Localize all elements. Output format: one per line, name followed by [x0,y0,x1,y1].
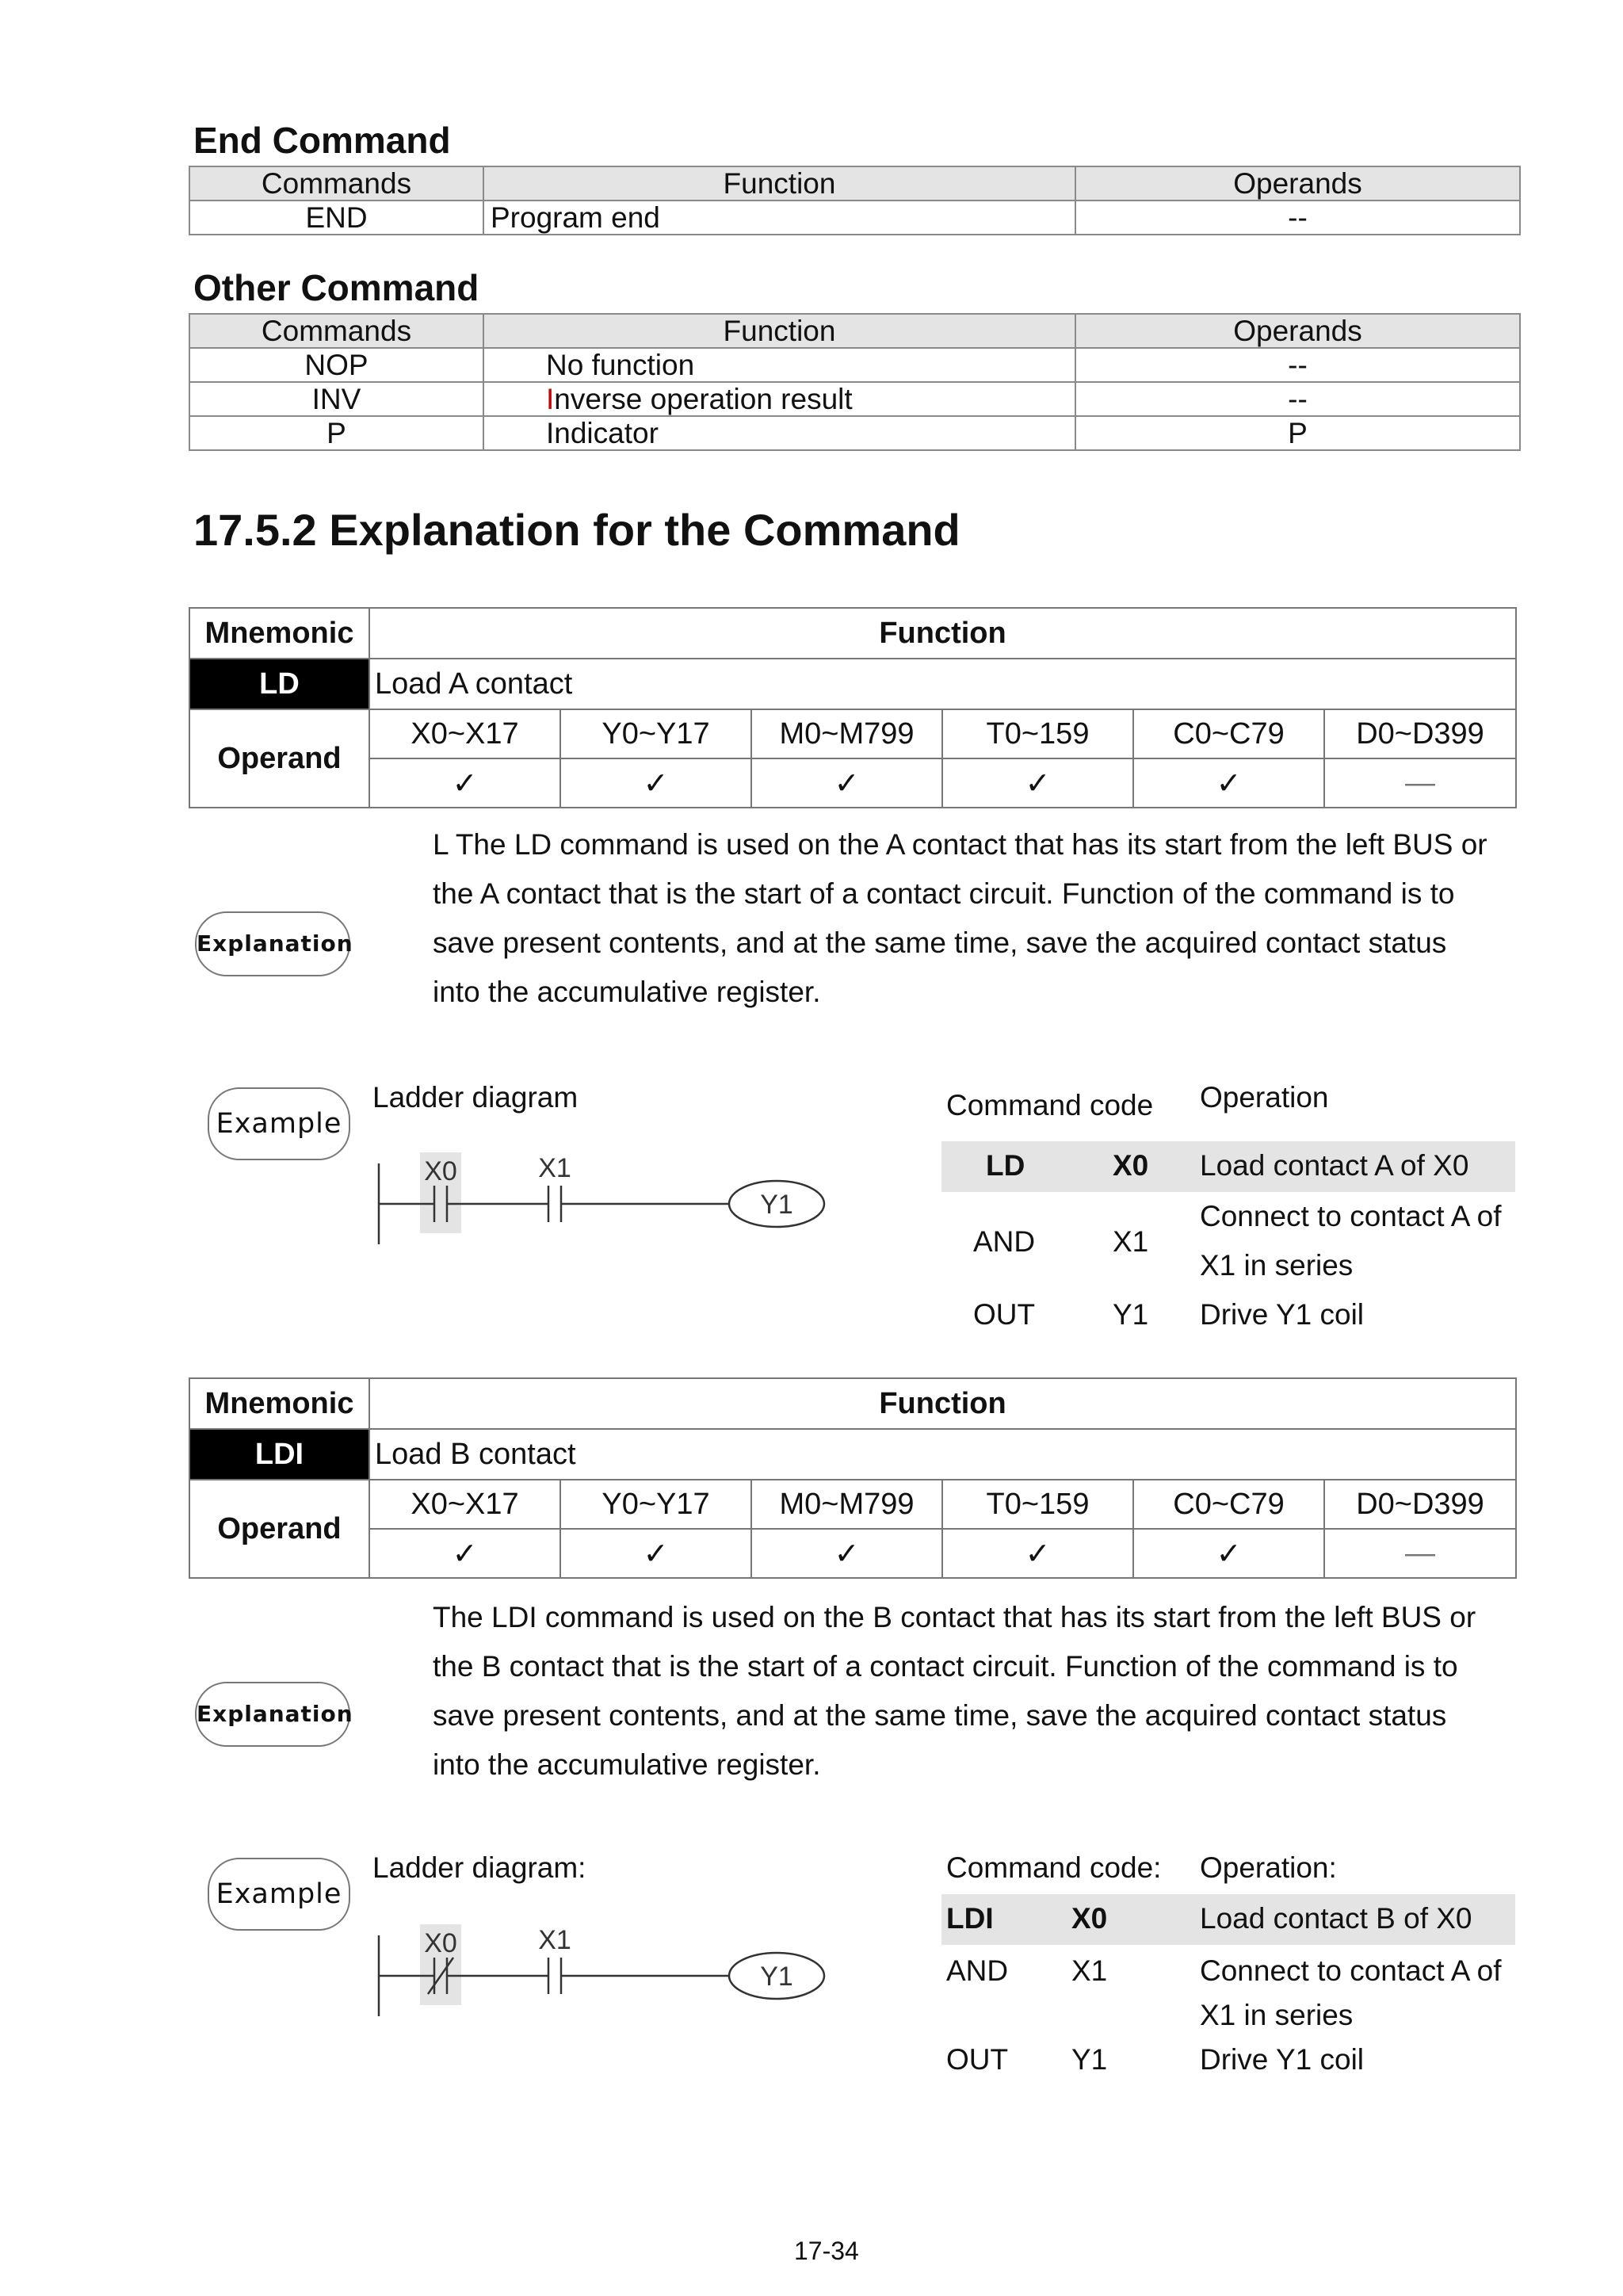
code-operation: Connect to contact A of [1200,1954,1502,1987]
explanation-line: into the accumulative register. [433,1748,821,1781]
check-mark: ✓ [560,758,751,808]
code-argument: Y1 [1071,2043,1108,2076]
check-mark: ✓ [369,1529,560,1578]
mnemonic-value: LDI [189,1429,369,1480]
header-operands: Operands [1075,314,1520,348]
explanation-line: L The LD command is used on the A contact that has its start from the left BUS or [433,828,1487,861]
explanation-line: the B contact that is the start of a contact circuit. Function of the command is to [433,1650,1458,1683]
header-commands: Commands [189,166,483,201]
dash-mark: — [1324,758,1516,808]
operand-m: M0~M799 [751,709,942,758]
check-mark: ✓ [560,1529,751,1578]
check-mark: ✓ [751,1529,942,1578]
operand-label: Operand [189,709,369,808]
explanation-badge: Explanation [195,1682,350,1747]
code-command: LD [986,1149,1025,1182]
operand-mark-row [189,1529,1516,1578]
table-header-row [189,166,1520,201]
other-command-title: Other Command [193,267,479,308]
operands-cell: -- [1075,348,1520,382]
other-command-table [189,313,1521,451]
section-heading: 17.5.2 Explanation for the Command [193,505,960,555]
function-cell: Program end [483,201,1075,235]
check-mark: ✓ [942,758,1133,808]
function-first-letter: I [546,383,555,415]
operand-t: T0~159 [942,1480,1133,1529]
command-cell: INV [189,382,483,416]
operand-row [189,1480,1516,1529]
check-mark: ✓ [942,1529,1133,1578]
function-text: nverse operation result [554,383,853,415]
code-command: AND [973,1225,1036,1258]
operation-header: Operation [1200,1081,1329,1114]
command-cell: P [189,416,483,450]
function-cell [483,348,1075,382]
function-cell [483,382,1075,416]
header-commands: Commands [189,314,483,348]
operand-label: Operand [189,1480,369,1578]
header-operands: Operands [1075,166,1520,201]
code-operation: X1 in series [1200,1999,1354,2031]
code-operation: Load contact A of X0 [1200,1149,1469,1182]
explanation-line: into the accumulative register. [433,976,821,1008]
table-row [189,382,1520,416]
check-mark: ✓ [369,758,560,808]
operand-c: C0~C79 [1133,709,1324,758]
operand-c: C0~C79 [1133,1480,1324,1529]
operand-t: T0~159 [942,709,1133,758]
explanation-badge: Explanation [195,911,350,976]
code-operation: Drive Y1 coil [1200,2043,1365,2076]
operands-cell: -- [1075,382,1520,416]
mnemonic-row [189,659,1516,709]
explanation-line: the A contact that is the start of a contact circuit. Function of the command is to [433,877,1455,910]
example-badge: Example [208,1858,350,1931]
mnemonic-row [189,1429,1516,1480]
operands-cell: -- [1075,201,1520,235]
code-argument: X0 [1071,1902,1108,1935]
operand-m: M0~M799 [751,1480,942,1529]
function-label: Function [369,1378,1516,1429]
operand-y: Y0~Y17 [560,709,751,758]
code-argument: X0 [1113,1149,1149,1182]
header-function: Function [483,166,1075,201]
operand-d: D0~D399 [1324,1480,1516,1529]
mnemonic-label: Mnemonic [189,608,369,659]
code-operation: Connect to contact A of [1200,1200,1502,1232]
code-argument: X1 [1071,1954,1108,1987]
check-mark: ✓ [751,758,942,808]
operation-header: Operation: [1200,1851,1337,1884]
explanation-line: save present contents, and at the same time, save the acquired contact status [433,1699,1447,1732]
end-command-title: End Command [193,120,451,161]
operand-row [189,709,1516,758]
ld-mnemonic-table [189,607,1517,808]
function-value: Load A contact [369,659,1516,709]
code-argument: X1 [1113,1225,1149,1258]
check-mark: ✓ [1133,758,1324,808]
command-cell: END [189,201,483,235]
operand-d: D0~D399 [1324,709,1516,758]
table-row [189,201,1520,235]
code-command: OUT [973,1298,1036,1331]
code-operation: Drive Y1 coil [1200,1298,1365,1331]
coil-label: Y1 [760,1190,793,1220]
explanation-text [433,1593,1476,1790]
ladder-diagram-title: Ladder diagram [372,1081,579,1114]
code-command: LDI [946,1902,994,1935]
contact-label: X1 [538,1925,571,1955]
contact-label: X1 [538,1153,571,1183]
code-argument: Y1 [1113,1298,1149,1331]
explanation-line: save present contents, and at the same time, save the acquired contact status [433,926,1447,959]
coil-label: Y1 [760,1962,793,1992]
end-command-table [189,166,1521,235]
command-code-header: Command code [946,1089,1154,1121]
mnemonic-header-row [189,1378,1516,1429]
contact-label: X0 [424,1156,457,1186]
ladder-diagram [365,1910,840,2021]
table-header-row [189,314,1520,348]
table-row [189,416,1520,450]
function-text: No function [546,349,695,381]
command-code-header: Command code: [946,1851,1162,1884]
header-function: Function [483,314,1075,348]
function-text: Indicator [546,417,659,449]
code-operation: Load contact B of X0 [1200,1902,1472,1935]
example-badge: Example [208,1087,350,1160]
function-value: Load B contact [369,1429,1516,1480]
operand-x: X0~X17 [369,1480,560,1529]
code-operation: X1 in series [1200,1249,1354,1282]
operand-x: X0~X17 [369,709,560,758]
operand-y: Y0~Y17 [560,1480,751,1529]
function-cell [483,416,1075,450]
ladder-diagram [365,1141,840,1252]
code-command: AND [946,1954,1009,1987]
explanation-text [433,820,1487,1017]
mnemonic-header-row [189,608,1516,659]
check-mark: ✓ [1133,1529,1324,1578]
operand-mark-row [189,758,1516,808]
page-number: 17-34 [794,2237,859,2265]
contact-label: X0 [424,1928,457,1958]
code-command: OUT [946,2043,1009,2076]
command-cell: NOP [189,348,483,382]
ladder-diagram-title: Ladder diagram: [372,1851,586,1884]
table-row [189,348,1520,382]
mnemonic-value: LD [189,659,369,709]
operands-cell: P [1075,416,1520,450]
dash-mark: — [1324,1529,1516,1578]
ldi-mnemonic-table [189,1377,1517,1579]
function-label: Function [369,608,1516,659]
explanation-line: The LDI command is used on the B contact that has its start from the left BUS or [433,1601,1476,1633]
mnemonic-label: Mnemonic [189,1378,369,1429]
